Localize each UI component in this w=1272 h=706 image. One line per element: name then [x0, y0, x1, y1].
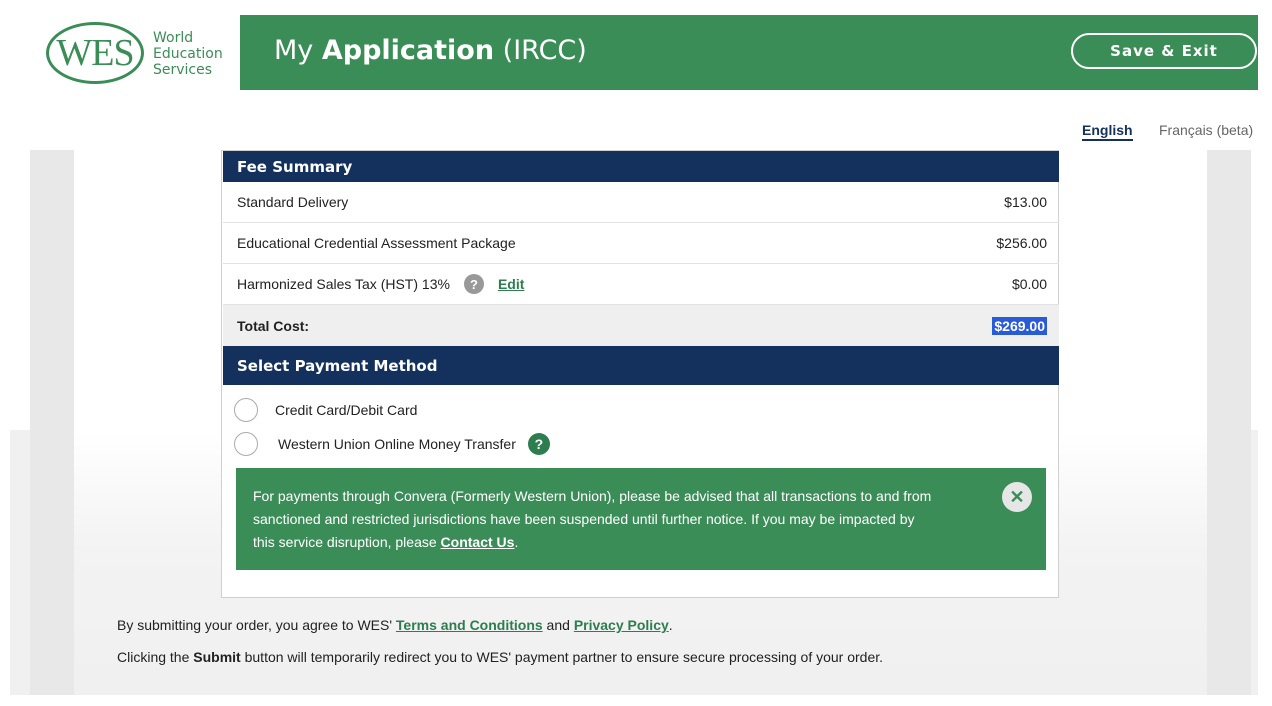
- title-bold: Application: [321, 35, 495, 66]
- language-french[interactable]: Français (beta): [1159, 122, 1254, 138]
- terms-notice: [117, 617, 673, 633]
- total-cost-label: Total Cost:: [237, 317, 310, 334]
- logo-line-1: World: [153, 30, 194, 46]
- radio-button[interactable]: [234, 432, 258, 456]
- total-cost-amount: $269.00: [994, 317, 1045, 334]
- radio-button[interactable]: [234, 398, 258, 422]
- alert-text: For payments through Convera (Formerly Western Union), please be advised that all transactions to and from sanctioned and restricted jurisdictions have been suspended until further notice. If you may be impacted by this service disruption, please: [253, 488, 932, 550]
- fee-row-label: Standard Delivery: [237, 194, 349, 210]
- redirect-notice: [117, 649, 883, 665]
- fee-row: [223, 264, 1059, 305]
- total-cost-row: [223, 305, 1059, 346]
- side-panel-left: [30, 150, 74, 695]
- terms-and-text: and: [542, 617, 574, 633]
- fee-row-label: Harmonized Sales Tax (HST) 13%: [237, 276, 450, 292]
- terms-text: By submitting your order, you agree to WES': [117, 617, 396, 633]
- wes-logo-mark: WES: [46, 22, 144, 84]
- terms-and-conditions-link[interactable]: Terms and Conditions: [395, 617, 543, 633]
- payment-option-label[interactable]: Western Union Online Money Transfer: [278, 436, 516, 452]
- title-suffix: (IRCC): [494, 35, 587, 66]
- fee-row-amount: $0.00: [1011, 276, 1047, 292]
- wes-logo[interactable]: [10, 15, 240, 90]
- payment-option-label[interactable]: Credit Card/Debit Card: [275, 402, 418, 418]
- wes-logo-text: [153, 30, 239, 78]
- question-icon[interactable]: ?: [464, 274, 484, 294]
- fee-row-label: Educational Credential Assessment Package: [237, 235, 516, 251]
- language-english[interactable]: English: [1082, 122, 1133, 141]
- fee-row: [223, 223, 1059, 264]
- fee-row-amount: $13.00: [1004, 194, 1047, 210]
- save-exit-button[interactable]: Save & Exit: [1071, 33, 1257, 69]
- contact-us-link[interactable]: Contact Us: [440, 534, 515, 550]
- convera-notice-alert: [236, 468, 1046, 570]
- redirect-text-end: button will temporarily redirect you to WES' payment partner to ensure secure processing of your order.: [240, 649, 884, 665]
- payment-option-credit-card[interactable]: [234, 398, 417, 422]
- close-icon[interactable]: ✕: [1002, 482, 1032, 512]
- payment-option-western-union[interactable]: [234, 432, 550, 456]
- background-shade-right: [1251, 430, 1258, 695]
- side-panel-right: [1207, 150, 1251, 695]
- submit-word: Submit: [193, 649, 241, 665]
- fee-row-amount: $256.00: [996, 235, 1047, 251]
- terms-end: .: [668, 617, 673, 633]
- edit-tax-link[interactable]: Edit: [497, 276, 525, 292]
- fee-summary-heading: Fee Summary: [223, 151, 1059, 182]
- fee-row: [223, 182, 1059, 223]
- payment-method-heading: Select Payment Method: [223, 346, 1059, 385]
- alert-text-end: .: [514, 534, 519, 550]
- app-header: [10, 15, 1258, 90]
- title-prefix: My: [274, 35, 322, 66]
- logo-line-3: Services: [153, 62, 213, 78]
- background-shade-left: [10, 430, 30, 695]
- question-icon[interactable]: ?: [528, 433, 550, 455]
- page-title: [274, 35, 587, 66]
- logo-line-2: Education: [153, 46, 223, 62]
- fee-payment-card: [221, 150, 1059, 598]
- privacy-policy-link[interactable]: Privacy Policy: [573, 617, 669, 633]
- fee-row-label-wrap: [237, 274, 1012, 294]
- redirect-text: Clicking the: [117, 649, 194, 665]
